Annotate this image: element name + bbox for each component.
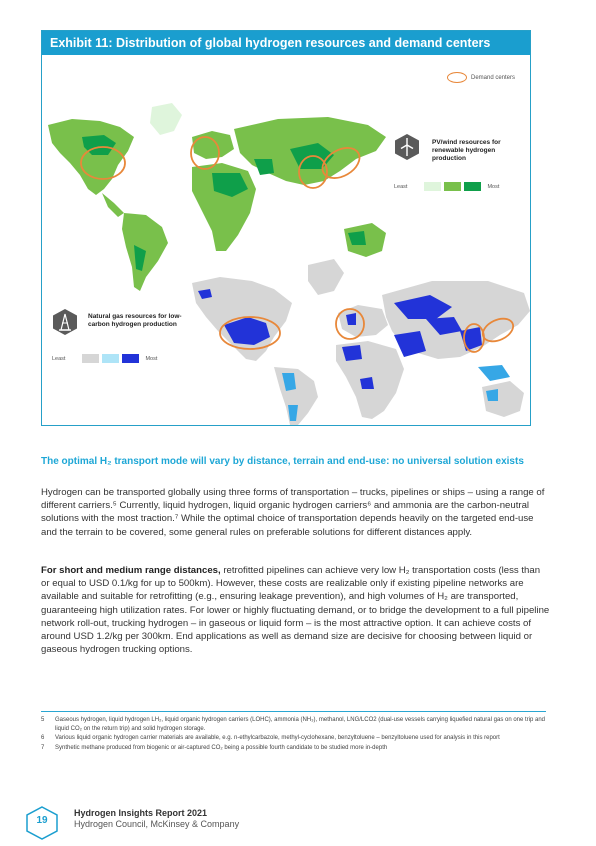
footnote-item (41, 744, 551, 753)
demand-centers-legend (447, 72, 515, 83)
gas-swatch-dark (122, 354, 139, 363)
map-central-america-top (102, 193, 124, 217)
demand-oval-swatch (447, 72, 467, 83)
footnote-item (41, 734, 551, 743)
report-subtitle: Hydrogen Council, McKinsey & Company (74, 819, 240, 829)
page-number: 19 (36, 815, 48, 826)
map-greenland-bottom (308, 259, 344, 295)
pv-swatch-dark (464, 182, 481, 191)
exhibit-figure (41, 30, 531, 426)
hydrogen-resource-maps (42, 55, 530, 425)
pv-swatch-mid (444, 182, 461, 191)
gas-least-label: Least (52, 355, 66, 362)
gas-swatch-light (82, 354, 99, 363)
natural-gas-legend-label: Natural gas resources for low-carbon hydrogen production (88, 313, 182, 328)
footnote-text: Gaseous hydrogen, liquid hydrogen LH₂, liquid organic hydrogen carriers (LOHC), ammonia (NH₃), methanol, LNG/LCO2 (dual-use vessels carrying liquefied natural gas on one trip and liquid CO₂ on the return trip) and solid hydrogen storage. (55, 717, 546, 732)
map-australia-gas (486, 389, 498, 401)
map-north-america-top (48, 119, 134, 195)
footnote-text: Various liquid organic hydrogen carrier materials are available, e.g. n-ethylcarbazole, methyl-cyclohexane, benzyltoluene – benzyltoluene used for analysis in this report (55, 735, 500, 741)
paragraph-1: Hydrogen can be transported globally using three forms of transportation – trucks, pipelines or ships – using a range of different carriers.⁵ Currently, liquid hydrogen, liquid organic hydrogen carriers⁶ and ammonia are the carbon-neutral solutions with the most traction.⁷ While the optimal choice of transportation depends heavily on the targeted end-use and the terrain to be covered, some general rules on preferable solutions for different distances apply. (41, 487, 545, 538)
footnotes (41, 716, 551, 753)
pv-wind-legend-label: PV/wind resources for renewable hydrogen production (432, 139, 501, 162)
wind-turbine-icon (394, 133, 420, 161)
map-southeast-asia-gas (478, 365, 510, 381)
map-west-africa-gas (360, 377, 374, 389)
footnote-number: 6 (41, 735, 45, 741)
report-title: Hydrogen Insights Report 2021 (74, 808, 208, 818)
natural-gas-map (192, 259, 530, 425)
map-greenland-top (150, 103, 182, 135)
gas-swatch-mid (102, 354, 119, 363)
pv-swatch-light (424, 182, 441, 191)
gas-most-label: Most (145, 355, 158, 362)
paragraph-2-lead: For short and medium range distances, (41, 565, 221, 576)
footnote-divider (41, 711, 546, 712)
map-middle-east-dark (254, 159, 274, 175)
footnote-number: 5 (41, 717, 45, 723)
pv-wind-scale (394, 182, 499, 191)
gas-rig-icon (52, 308, 78, 336)
paragraph-2 (41, 564, 551, 656)
footnote-number: 7 (41, 744, 45, 751)
demand-centers-label: Demand centers (471, 74, 516, 81)
natural-gas-scale (52, 354, 157, 363)
paragraph-2-body: retrofitted pipelines can achieve very low H₂ transportation costs (less than or equal to USD 0.1/kg for up to 500km). However, these costs are realizable only if existing pipeline networks are available and suitable for retrofitting (e.g., ensuring leakage prevention), and high volumes of H₂ are transported, guaranteeing high utilization rates. For lower or highly fluctuating demand, or to bridge the development to a full pipeline network roll-out, trucking hydrogen – in gaseous or liquid form – is the most attractive option. It can achieve costs of around USD 1.2/kg per 300km. End applications as well as demand size are decisive for choosing between liquid or gaseous hydrogen trucking options. (41, 565, 550, 656)
section-heading: The optimal H₂ transport mode will vary by distance, terrain and end-use: no universal solution exists (41, 456, 524, 467)
exhibit-title: Exhibit 11: Distribution of global hydrogen resources and demand centers (42, 31, 530, 55)
footnote-text: Synthetic methane produced from biogenic or air-captured CO₂ being a possible fourth candidate to be studied more in-depth (55, 744, 388, 751)
pv-least-label: Least (394, 183, 408, 190)
map-europe-top (192, 131, 234, 159)
footnote-item (41, 716, 551, 733)
pv-most-label: Most (487, 183, 500, 190)
